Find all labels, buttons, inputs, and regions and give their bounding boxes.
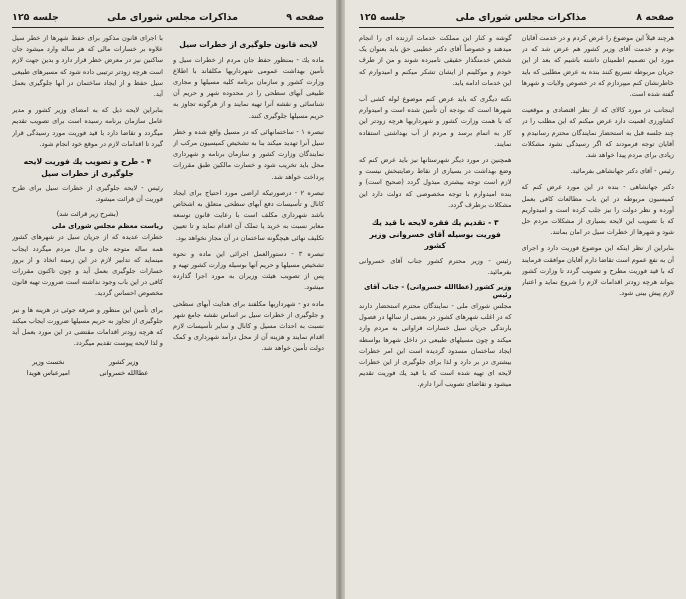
- right-page-header: [359, 8, 674, 28]
- left-page-left-column: [12, 33, 163, 591]
- left-page-session: جلسه ۱۲۵: [12, 12, 59, 23]
- section-heading: ۳ - تقدیم یك فقره لایحه با قید یك فوریت بوسیله آقای خسروانی وزیر کشور: [369, 218, 501, 251]
- text-paragraph: برای تأمین این منظور و صرفه جوئی در هزینه ها و نیز جلوگیری از تجاوز به حریم مسیلها ضرورت ایجاب میکند که هرچه زودتر اقدامات مقتضی در این مورد بعمل آید و لذا لایحه پیوست تقدیم میگردد.: [12, 305, 163, 348]
- text-paragraph: رئیس - لایحه جلوگیری از خطرات سیل برای طرح فوریت آن قرائت میشود.: [12, 184, 163, 204]
- section-heading: لایحه قانون جلوگیری از خطرات سیل: [179, 40, 318, 49]
- right-page: [345, 0, 686, 599]
- speaker-heading: ریاست معظم مجلس شورای ملی: [51, 222, 163, 231]
- signature-name-pm: امیرعباس هویدا: [26, 369, 70, 378]
- right-page-right-column: [522, 33, 675, 591]
- text-paragraph: ماده یك - بمنظور حفظ جان مردم از خطرات سیل و تأمین بهداشت عمومی شهرداریها مکلفاند با اطلاع وزارت کشور و سازمان برنامه کلیه مسیلها و مجاری طبیعی آبهای سطحی را در محدوده شهر و حریم آن شناسائی و نقشه آنرا تهیه نمایند و از هرگونه تجاوز به حریم مسیلها جلوگیری کنند.: [173, 55, 324, 120]
- text-paragraph: بنابراین لایحه ذیل که به امضای وزیر کشور و مدیر عامل سازمان برنامه رسیده است برای تصویب تقدیم میگردد و تقاضا دارد با قید فوریت مورد رسیدگی قرار گیرد تا اقدامات لازم در موقع خود انجام شود.: [12, 106, 163, 148]
- left-page-columns: [12, 33, 324, 591]
- right-page-left-column: [359, 33, 512, 591]
- signature-title-pm: نخست وزیر: [32, 358, 65, 367]
- right-page-columns: [359, 33, 674, 591]
- text-paragraph: رئیس - آقای دکتر جهانشاهی بفرمائید.: [570, 167, 674, 176]
- text-paragraph: دکتر جهانشاهی - بنده در این مورد عرض کنم که کمیسیون مربوطه در این باب مطالعات کافی بعمل آورده و نظر دولت را نیز جلب کرده است و امیدواریم که با تصویب این لایحه بسیاری از مشکلات مردم حل شود و شهرها از خطرات سیل در امان بمانند.: [521, 183, 674, 237]
- right-page-number: صفحه ۸: [636, 12, 674, 23]
- signature-title-minister: وزیر کشور: [109, 358, 139, 367]
- signature-name-minister: عطاالله خسروانی: [99, 369, 149, 378]
- left-page-right-column: [173, 33, 324, 591]
- right-page-session: جلسه ۱۲۵: [359, 12, 406, 23]
- text-paragraph: اینجانب در مورد کالای که از نظر اقتصادی و موقعیت کشاورزی اهمیت دارد عرض میکنم که این مطلب را در چند جلسه قبل به استحضار نمایندگان محترم رسانیدم و آقایان توجه فرمودند که اگر رسیدگی نشود مشکلات زیادی برای مردم پیدا خواهد شد.: [521, 106, 674, 160]
- text-paragraph: ماده دو - شهرداریها مکلفند برای هدایت آبهای سطحی و جلوگیری از خطرات سیل بر اساس نقشه جامع شهر نسبت به احداث مسیل و کانال و سایر تأسیسات لازم اقدام نمایند و هزینه آن از محل درآمد شهرداری و کمک دولت تأمین خواهد شد.: [173, 299, 324, 353]
- text-paragraph: نکته دیگری که باید عرض کنم موضوع لوله کشی آب شهرها است که بودجه آن تأمین شده است و امیدوارم که با همت وزارت کشور و شهرداریها هرچه زودتر این کار به اتمام برسد و مردم از آب بهداشتی استفاده نمایند.: [359, 95, 512, 148]
- left-page-title: مذاکرات مجلس شورای ملی: [107, 12, 239, 23]
- text-paragraph: هرچند قبلاً این موضوع را عرض کردم و در خدمت آقایان بودم و خدمت آقای وزیر کشور هم عرض شد که در مورد این تصمیم اطمینان داشته باشیم که بعد از این جریان مربوطه تسریع کنند بنده به عرض مطلبی که باید خاطرنشان کنم میپردازم که در خصوص ولایات و شهرها گفته شده است.: [521, 34, 674, 99]
- signature-block: [12, 357, 163, 379]
- left-page-number: صفحه ۹: [286, 12, 324, 23]
- text-paragraph: تبصره ۱ - ساختمانهائی که در مسیل واقع شده و خطر سیل آنرا تهدید میکند بنا به تشخیص کمیسیون مرکب از نمایندگان وزارت کشور و سازمان برنامه و شهرداری محل باید تخریب شود و خسارت مالکین طبق مقررات پرداخت خواهد شد.: [173, 127, 324, 181]
- text-paragraph: تبصره ۳ - دستورالعمل اجرائی این ماده و نحوه تشخیص مسیلها و حریم آنها بوسیله وزارت کشور تهیه و پس از تصویب هیئت وزیران به مورد اجرا گذارده میشود.: [173, 249, 324, 292]
- left-page: [0, 0, 336, 599]
- right-page-title: مذاکرات مجلس شورای ملی: [455, 12, 587, 23]
- text-paragraph: تبصره ۲ - درصورتیکه اراضی مورد احتیاج برای ایجاد کانال و تأسیسات دفع آبهای سطحی متعلق به اشخاص باشد شهرداری مکلف است با رعایت قانون توسعه معابر نسبت به خرید یا تملک آن اقدام نماید و تا تعیین تکلیف نهائی هیچگونه ساختمان در آن مجاز نخواهد بود.: [173, 188, 324, 242]
- text-paragraph: گوشه و کنار این مملکت خدمات ارزنده ای را انجام میدهند و خصوصاً آقای دکتر خطیبی حق باید بعنوان یک شخص خدمتگذار حقیقی نامبرده شوند و من از طرف خودم و موکلینم از ایشان تشکر میکنم و امیدوارم که این خدمات ادامه یابد.: [359, 34, 512, 87]
- text-paragraph: مجلس شورای ملی - نمایندگان محترم استحضار دارند که در اغلب شهرهای کشور در بعضی از سالها در فصول بارندگی جریان سیل خسارات فراوانی به مردم وارد میکند و چون مسیلهای طبیعی در داخل شهرها بواسطه ایجاد ساختمان مسدود گردیده است این امر خطرات بیشتری در بر دارد و لذا برای جلوگیری از این خطرات لایحه ای تهیه شده است که با قید یك فوریت تقدیم میشود و تقاضای تصویب آنرا دارم.: [359, 301, 512, 389]
- text-paragraph: رئیس - وزیر محترم کشور جناب آقای خسروانی بفرمائید.: [359, 256, 512, 276]
- text-paragraph: خطرات عدیده که از جریان سیل در شهرهای کشور همه ساله متوجه جان و مال مردم میگردد ایجاب مینماید که تدابیر لازم در این زمینه اتخاذ و از بروز خسارات جلوگیری بعمل آید و چون تاکنون مقررات کافی در این باب وجود نداشته است ضرورت تهیه قانون مخصوص احساس گردید.: [12, 233, 163, 298]
- section-heading: ۴ - طرح و تصویب یك فوریت لایحه جلوگیری از خطرات سیل: [23, 157, 152, 178]
- text-paragraph: با اجرای قانون مذکور برای حفظ شهرها از خطر سیل علاوه بر خسارات مالی که هر ساله وارد میشود جان ساکنین نیز در معرض خطر قرار دارد و بدین جهت لازم است هرچه زودتر ترتیبی داده شود که مسیرهای طبیعی سیل حفظ و از ایجاد ساختمان در آنها جلوگیری بعمل آید.: [12, 34, 163, 99]
- book-gutter: [336, 0, 345, 599]
- reading-note: (بشرح زیر قرائت شد): [56, 210, 119, 219]
- text-paragraph: بنابراین از نظر اینکه این موضوع فوریت دارد و اجرای آن به نفع عموم است تقاضا دارم آقایان موافقت فرمایند که با قید فوریت مطرح و تصویب گردد تا وزارت کشور بتواند هرچه زودتر اقدامات لازم را شروع نماید و اعتبار لازم پیش بینی شود.: [521, 244, 674, 298]
- left-page-header: [12, 8, 324, 28]
- text-paragraph: همچنین در مورد دیگر شهرستانها نیز باید عرض کنم که وضع بهداشت در بسیاری از نقاط رضایتبخش نیست و لازم است توجه بیشتری مبذول گردد (صحیح است) و بنده امیدوارم با توجه مخصوصی که دولت دارد این مشکلات برطرف گردد.: [359, 156, 512, 209]
- speaker-heading: وزیر کشور (عطاالله خسروانی) - جناب آقای رئیس: [364, 282, 512, 299]
